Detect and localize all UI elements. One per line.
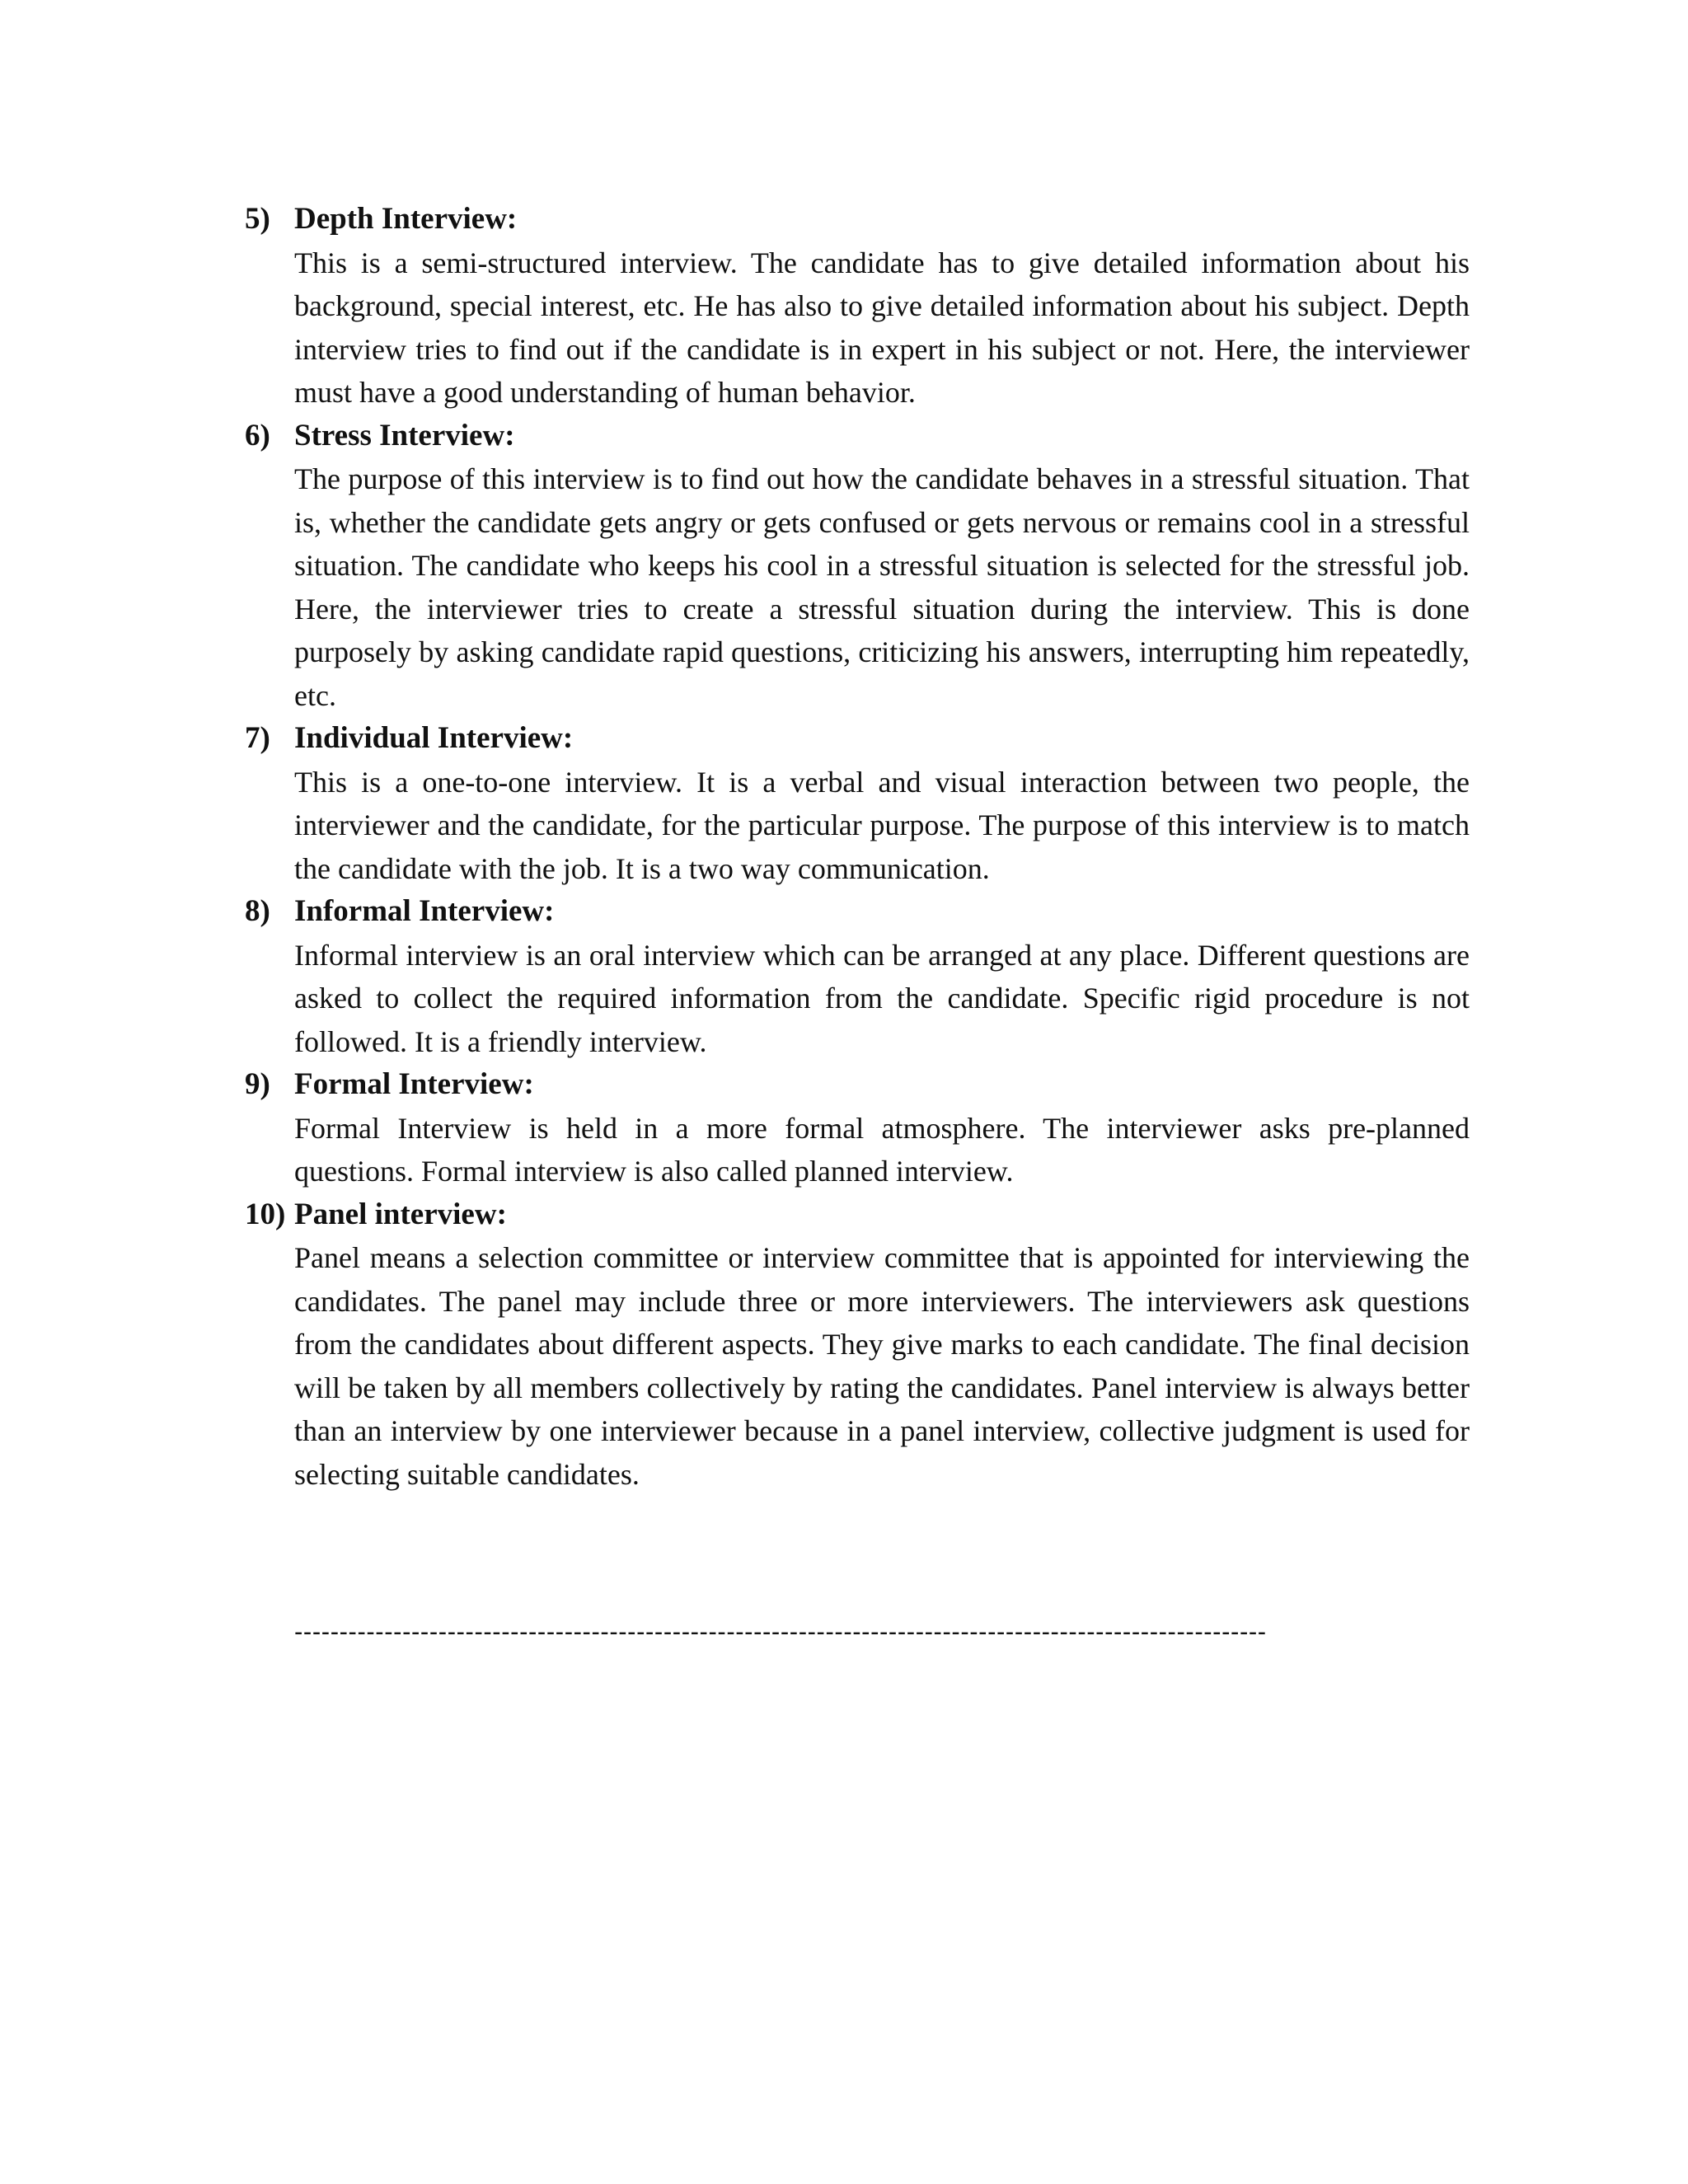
list-item-panel-interview bbox=[245, 1193, 1470, 1497]
item-number: 7) bbox=[245, 721, 270, 755]
item-body: Informal interview is an oral interview which can be arranged at any place. Different questions are asked to collect the required information from the candidate. Specific rigid procedure is not followed. It is a friendly interview. bbox=[294, 938, 1470, 1058]
item-heading: Stress Interview: bbox=[294, 418, 515, 452]
item-heading: Panel interview: bbox=[294, 1197, 507, 1231]
list-item-depth-interview bbox=[245, 198, 1470, 415]
list-item-individual-interview bbox=[245, 717, 1470, 890]
item-body: This is a one-to-one interview. It is a verbal and visual interaction between two people, the interviewer and the candidate, for the particular purpose. The purpose of this interview is to match the candidate with the job. It is a two way communication. bbox=[294, 765, 1470, 885]
item-number: 5) bbox=[245, 202, 270, 236]
item-heading: Individual Interview: bbox=[294, 721, 574, 755]
list-item-informal-interview bbox=[245, 890, 1470, 1063]
item-heading: Formal Interview: bbox=[294, 1067, 534, 1101]
item-heading: Depth Interview: bbox=[294, 202, 518, 236]
list-item-stress-interview bbox=[245, 415, 1470, 718]
list-item-formal-interview bbox=[245, 1063, 1470, 1193]
item-number: 10) bbox=[245, 1197, 286, 1231]
interview-types-list bbox=[245, 198, 1470, 1496]
item-number: 6) bbox=[245, 418, 270, 452]
item-body: This is a semi-structured interview. The candidate has to give detailed information about his background, special interest, etc. He has also to give detailed information about his subject. Depth interview tries to find out if the candidate is in expert in his subject or not. Here, the interviewer must have a good understanding of human behavior. bbox=[294, 246, 1470, 409]
item-body: Formal Interview is held in a more formal atmosphere. The interviewer asks pre-planned questions. Formal interview is also called planned interview. bbox=[294, 1111, 1470, 1188]
item-body: Panel means a selection committee or interview committee that is appointed for interviewing the candidates. The panel may include three or more interviewers. The interviewers ask questions from the candidates about different aspects. They give marks to each candidate. The final decision will be taken by all members collectively by rating the candidates. Panel interview is always better than an interview by one interviewer because in a panel interview, collective judgment is used for selecting suitable candidates. bbox=[294, 1241, 1470, 1491]
item-number: 8) bbox=[245, 894, 270, 928]
item-number: 9) bbox=[245, 1067, 270, 1101]
dashed-divider: ------------------------------------------------------------------------------------------------------------ bbox=[294, 1617, 1267, 1646]
item-heading: Informal Interview: bbox=[294, 894, 555, 928]
item-body: The purpose of this interview is to find out how the candidate behaves in a stressful situation. That is, whether the candidate gets angry or gets confused or gets nervous or remains cool in a stressful situation. The candidate who keeps his cool in a stressful situation is selected for the stressful job. Here, the interviewer tries to create a stressful situation during the interview. This is done purposely by asking candidate rapid questions, criticizing his answers, interrupting him repeatedly, etc. bbox=[294, 462, 1470, 712]
